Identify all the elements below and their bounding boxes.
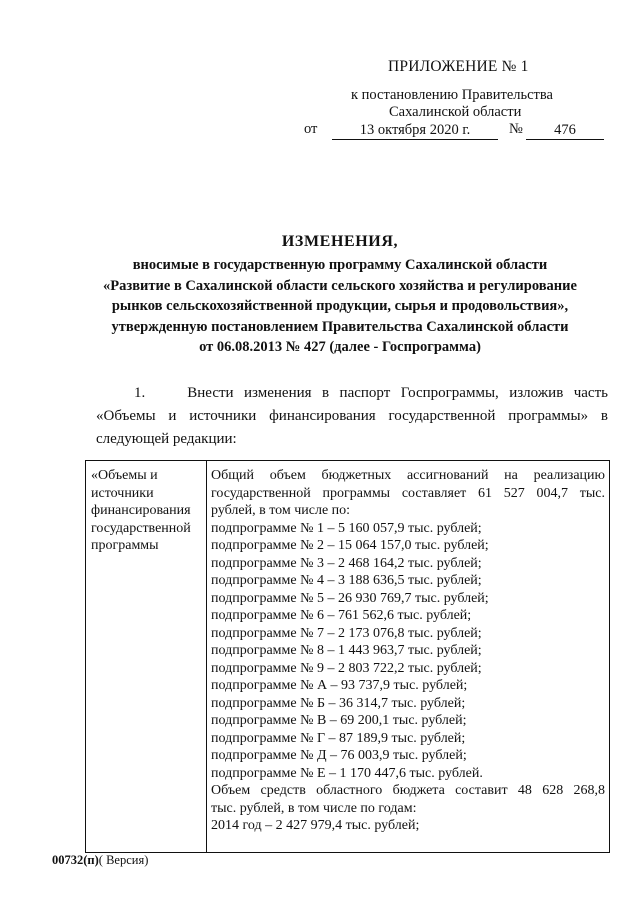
region-line: Сахалинской области xyxy=(389,104,522,120)
funding-detail-line: подпрограмме № 3 – 2 468 164,2 тыс. рублей; xyxy=(211,555,482,571)
funding-detail-line: подпрограмме № Б – 36 314,7 тыс. рублей; xyxy=(211,695,466,711)
funding-detail-line: подпрограмме № А – 93 737,9 тыс. рублей; xyxy=(211,678,468,693)
funding-detail-line: подпрограмме № 9 – 2 803 722,2 тыс. рублей; xyxy=(211,660,482,676)
from-label: от xyxy=(304,121,318,137)
funding-label-line: «Объемы и xyxy=(91,468,158,483)
funding-detail-line: подпрограмме № Д – 76 003,9 тыс. рублей; xyxy=(211,748,467,763)
funding-detail-line: подпрограмме № 4 – 3 188 636,5 тыс. рублей; xyxy=(211,573,482,588)
number-label: № xyxy=(509,121,523,137)
title-line: рынков сельскохозяйственной продукции, сырья и продовольствия», xyxy=(111,298,569,314)
document-code: 00732(п) xyxy=(52,853,99,867)
funding-detail-line: подпрограмме № 5 – 26 930 769,7 тыс. рублей; xyxy=(211,590,489,606)
funding-detail-line: тыс. рублей, в том числе по годам: xyxy=(211,800,417,816)
paragraph-line: «Объемы и источники финансирования государственной программы» в xyxy=(96,408,608,424)
resolution-date: 13 октября 2020 г. xyxy=(332,121,498,140)
title-line: вносимые в государственную программу Сахалинской области xyxy=(132,257,548,273)
funding-detail-line: подпрограмме № Г – 87 189,9 тыс. рублей; xyxy=(211,730,466,746)
funding-label-line: источники xyxy=(91,485,154,501)
item-1-paragraph xyxy=(96,382,608,451)
resolution-number: 476 xyxy=(526,121,604,140)
item-number: 1. xyxy=(134,385,146,401)
title-line: «Развитие в Сахалинской области сельского хозяйства и регулирование xyxy=(103,277,577,294)
funding-detail-line: рублей, в том числе по: xyxy=(211,503,351,518)
funding-detail-line: подпрограмме № В – 69 200,1 тыс. рублей; xyxy=(211,713,467,728)
paragraph-line: следующей редакции: xyxy=(96,431,237,447)
column-divider xyxy=(206,461,207,852)
document-footer xyxy=(52,853,148,868)
changes-heading: ИЗМЕНЕНИЯ, xyxy=(281,233,399,250)
funding-detail-line: подпрограмме № 7 – 2 173 076,8 тыс. рублей; xyxy=(211,625,482,641)
funding-detail-line: Объем средств областного бюджета составит 48 628 268,8 xyxy=(211,783,605,798)
changes-title-block xyxy=(70,231,610,358)
funding-detail-line: подпрограмме № 1 – 5 160 057,9 тыс. рублей; xyxy=(211,520,482,536)
title-line: от 06.08.2013 № 427 (далее - Госпрограмма) xyxy=(199,339,481,355)
funding-detail-line: подпрограмме № 2 – 15 064 157,0 тыс. рублей; xyxy=(211,538,489,553)
funding-detail-line: государственной программы составляет 61 527 004,7 тыс. xyxy=(211,485,605,501)
funding-detail-line: Общий объем бюджетных ассигнований на реализацию xyxy=(211,468,605,483)
paragraph-line xyxy=(96,382,608,405)
resolution-line: к постановлению Правительства xyxy=(351,87,553,103)
funding-label-line: программы xyxy=(91,538,159,553)
funding-label-cell xyxy=(91,467,205,555)
funding-table xyxy=(85,460,610,853)
funding-label-line: государственной xyxy=(91,520,191,536)
version-label: ( Версия) xyxy=(98,853,149,867)
appendix-title: ПРИЛОЖЕНИЕ № 1 xyxy=(388,58,529,75)
title-line: утвержденную постановлением Правительства Сахалинской области xyxy=(111,318,569,335)
paragraph-text: Внести изменения в паспорт Госпрограммы, изложив часть xyxy=(187,385,608,401)
resolution-date-row xyxy=(304,121,610,143)
funding-detail-line: подпрограмме № 6 – 761 562,6 тыс. рублей; xyxy=(211,608,472,623)
funding-details-cell xyxy=(211,467,605,835)
funding-label-line: финансирования xyxy=(91,503,191,518)
funding-detail-line: подпрограмме № 8 – 1 443 963,7 тыс. рублей; xyxy=(211,643,482,658)
funding-detail-line: подпрограмме № Е – 1 170 447,6 тыс. рублей. xyxy=(211,765,483,781)
funding-detail-line: 2014 год – 2 427 979,4 тыс. рублей; xyxy=(211,818,420,833)
